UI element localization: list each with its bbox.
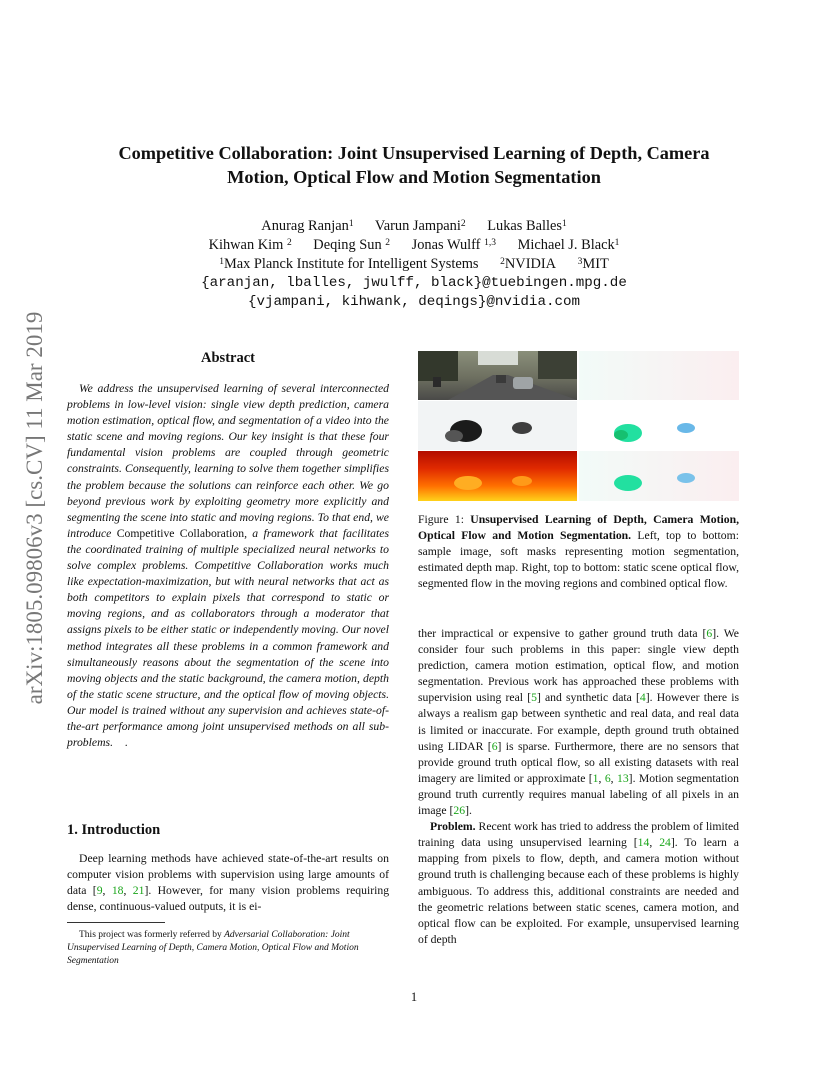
affiliation: Max Planck Institute for Intelligent Systems: [223, 256, 479, 272]
affil-sup: 2: [500, 257, 505, 267]
abstract-term: Competitive Collaboration: [116, 526, 245, 540]
author-name: Deqing Sun: [313, 237, 382, 253]
combined-flow-image: [579, 451, 739, 501]
body-text: ]. However, for many vision problems requiring dense, continuous-valued outputs, it is ei-: [67, 884, 390, 914]
paper-title: [60, 141, 768, 189]
citation-link[interactable]: 6: [604, 771, 611, 785]
email-line-2[interactable]: {vjampani, kihwank, deqings}@nvidia.com: [247, 294, 581, 310]
footnote: [67, 929, 389, 968]
citation-link[interactable]: 9: [96, 884, 103, 898]
author-name: Varun Jampani: [374, 218, 461, 234]
sep: ,: [123, 884, 133, 898]
body-text: ]. Motion segmentation ground truth currently requires manual labeling of all pixels in an image [: [418, 771, 739, 818]
sep: ,: [598, 771, 605, 785]
citation-link[interactable]: 14: [637, 836, 650, 850]
citation-link[interactable]: 24: [659, 836, 671, 850]
body-text: ].: [465, 804, 472, 818]
body-text: ] is sparse. Furthermore, there are no sensors that provide ground truth optical flow, so all existing datasets with real imagery are limited or approximate [: [418, 739, 739, 785]
affil-sup: 2: [385, 238, 391, 248]
motion-mask-image: [418, 401, 577, 450]
abstract-body: [67, 381, 389, 751]
citation-link[interactable]: 6: [706, 627, 713, 640]
paragraph: [418, 626, 739, 819]
arxiv-stamp: arXiv:1805.09806v3 [cs.CV] 11 Mar 2019: [22, 311, 47, 705]
section-heading-introduction: 1. Introduction: [67, 822, 161, 838]
body-text: Recent work has tried to address the problem of limited training data using unsupervised learning [: [418, 820, 739, 850]
abstract-heading: Abstract: [201, 350, 255, 366]
affil-sup: 3: [577, 257, 583, 267]
figure-1-image-grid: [418, 351, 739, 501]
body-text: Deep learning methods have achieved state-of-the-art results on computer vision problems with supervision using large amounts of data [: [67, 852, 389, 898]
author-name: Anurag Ranjan: [261, 218, 349, 234]
caption-text: Left, top to bottom: sample image, soft masks representing motion segmentation, estimated depth map. Right, top to bottom: static scene optical flow, segmented flow in the moving regions and combined optical flow.: [418, 529, 739, 591]
email-line-1[interactable]: {aranjan, lballes, jwulff, black}@tuebingen.mpg.de: [201, 275, 627, 291]
affil-sup: 2: [286, 238, 292, 248]
sep: ,: [649, 836, 660, 850]
citation-link[interactable]: 5: [531, 691, 537, 705]
static-flow-image: [579, 351, 739, 400]
author-name: Kihwan Kim: [208, 237, 284, 253]
citation-link[interactable]: 26: [453, 804, 466, 818]
segmented-flow-image: [579, 401, 739, 450]
abstract-dot: .: [124, 736, 128, 750]
footnote-rule: [67, 922, 165, 923]
run-in-heading: Problem.: [430, 820, 476, 834]
body-text: ]. However there is always a realism gap between synthetic and real data, and real data is limited or inaccurate. For example, depth ground truth obtained using LIDAR [: [418, 691, 740, 753]
citation-link[interactable]: 6: [491, 739, 498, 753]
affil-sup: 2: [460, 219, 466, 229]
abstract-text: We address the unsupervised learning of several interconnected problems in low-level vision: single view depth prediction, camera motion estimation, optical flow, and segmentation of a video into the static scene and moving regions. Our key insight is that these four fundamental vision problems are coupled through geometric constraints. Consequently, learning to solve them together simplifies the problem because the solutions can reinforce each other. We go beyond previous work by exploiting geometry more explicitly and segmenting the scene into static and moving regions. To that end, we introduce: [67, 382, 389, 540]
affiliations: [60, 255, 768, 274]
affil-sup: 1: [614, 238, 620, 248]
body-text: ther impractical or expensive to gather ground truth data [: [418, 627, 707, 640]
sep: ,: [610, 771, 617, 785]
citation-link[interactable]: 13: [616, 771, 629, 785]
citation-link[interactable]: 18: [111, 884, 124, 898]
affil-sup: 1: [348, 219, 354, 229]
citation-link[interactable]: 1: [592, 771, 599, 785]
caption-bold: Unsupervised Learning of Depth, Camera Motion, Optical Flow and Motion Segmentation.: [418, 513, 739, 543]
author-name: Michael J. Black: [517, 237, 615, 253]
authors-row-2: [60, 236, 768, 255]
authors-row-1: [60, 217, 768, 236]
intro-paragraph: [67, 851, 389, 915]
affiliation: NVIDIA: [504, 256, 557, 272]
footnote-italic: Adversarial Collaboration: Joint Unsupervised Learning of Depth, Camera Motion, Optical Flow and Motion Segmentation: [67, 930, 359, 966]
body-text: ] and synthetic data [: [536, 691, 640, 705]
affil-sup: 1: [561, 219, 567, 229]
author-block: [60, 217, 768, 312]
paragraph-problem: [418, 819, 739, 948]
citation-link[interactable]: 21: [132, 884, 145, 898]
sep: ,: [102, 884, 112, 898]
affiliation: MIT: [582, 256, 609, 272]
citation-link[interactable]: 4: [639, 691, 646, 705]
depth-map-image: [418, 451, 577, 501]
author-name: Jonas Wulff: [411, 237, 481, 253]
sample-image: [418, 351, 577, 400]
affil-sup: 1,3: [484, 238, 496, 248]
affil-sup: 1: [219, 257, 224, 267]
author-name: Lukas Balles: [487, 218, 562, 234]
page-number: 1: [410, 990, 418, 1004]
body-text: ]. To learn a mapping from pixels to flow, depth, and camera motion without ground truth is challenging because each of these problems is highly ambiguous. To address this, additional constraints are needed and the geometric relations between static scenes, camera motion, and optical flow can be exploited. For example, unsupervised learning of depth: [418, 836, 739, 946]
figure-1-caption: [418, 512, 739, 592]
caption-label: Figure 1:: [418, 513, 471, 526]
title-line-1: Competitive Collaboration: Joint Unsupervised Learning of Depth, Camera: [118, 143, 710, 163]
footnote-text: This project was formerly referred by: [79, 930, 225, 940]
title-line-2: Motion, Optical Flow and Motion Segmentation: [227, 167, 601, 187]
abstract-text: , a framework that facilitates the coordinated training of multiple specialized neural networks to solve complex problems. Competitive Collaboration works much like expectation-maximization, but with neural networks that act as both competitors to explain pixels that correspond to static or moving regions, and as collaborators through a moderator that assigns pixels to be either static or independently moving. Our novel method integrates all these problems in a common framework and simultaneously reasons about the segmentation of the scene into moving objects and the static background, the camera motion, depth of the static scene structure, and the optical flow of moving objects. Our model is trained without any supervision and achieves state-of-the-art performance among joint unsupervised methods on all sub-problems.: [67, 526, 390, 750]
right-column-text: [418, 626, 739, 948]
body-text: ]. We consider four such problems in this paper: single view depth prediction, camera motion estimation, optical flow, and motion segmentation. Previous work has approached these problems with supervision using real [: [418, 627, 739, 705]
